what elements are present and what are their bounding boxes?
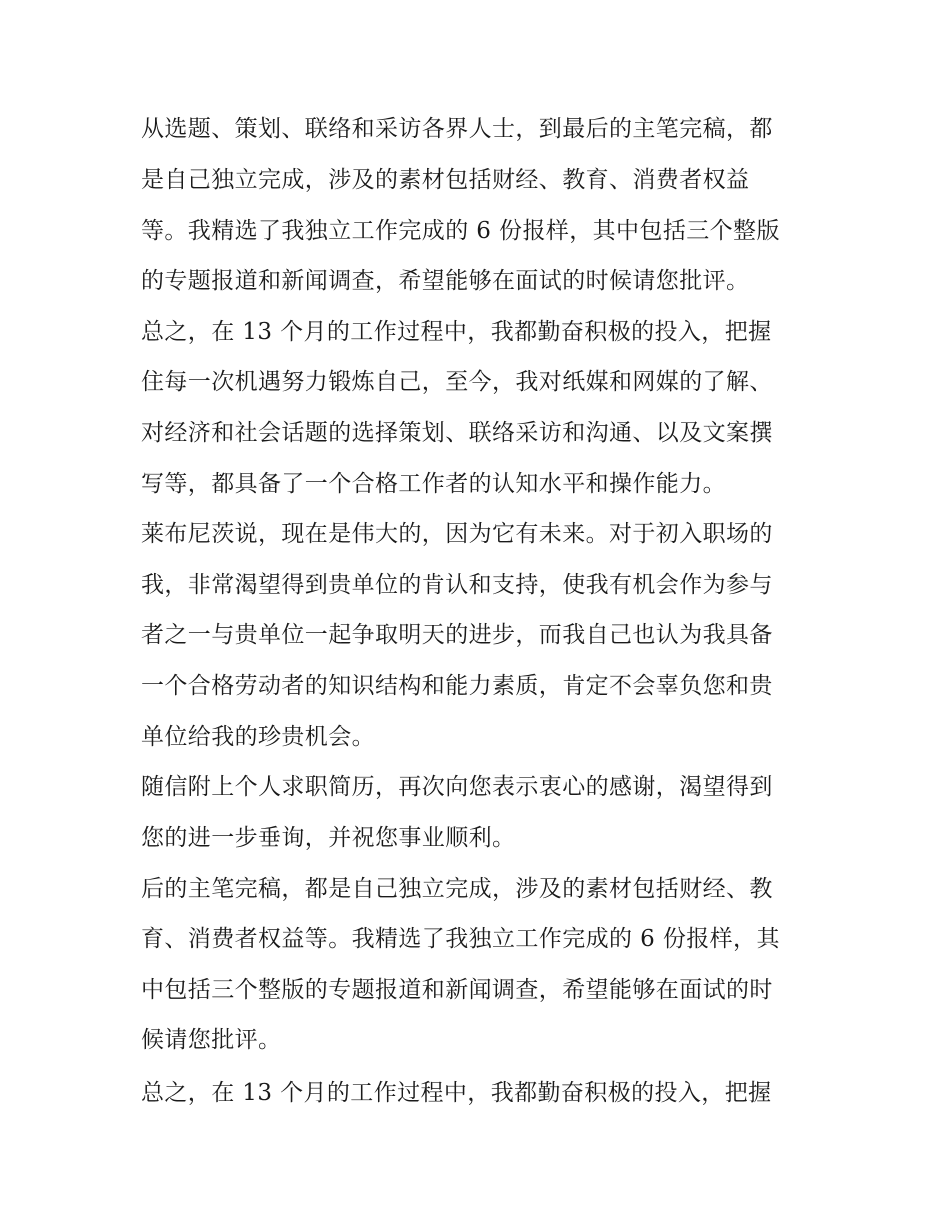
text-line: 总之，在 13 个月的工作过程中，我都勤奋积极的投入，把握 [141, 319, 772, 345]
text-line: 中包括三个整版的专题报道和新闻调查，希望能够在面试的时 [141, 977, 773, 1003]
text-line: 是自己独立完成，涉及的素材包括财经、教育、消费者权益 [141, 167, 750, 193]
text-line: 候请您批评。 [141, 1027, 282, 1053]
text-line: 莱布尼茨说，现在是伟大的，因为它有未来。对于初入职场的 [141, 521, 773, 547]
text-line: 后的主笔完稿，都是自己独立完成，涉及的素材包括财经、教 [141, 876, 773, 902]
text-line: 育、消费者权益等。我精选了我独立工作完成的 6 份报样，其 [141, 926, 780, 952]
text-line: 的专题报道和新闻调查，希望能够在面试的时候请您批评。 [141, 268, 750, 294]
text-line: 写等，都具备了一个合格工作者的认知水平和操作能力。 [141, 471, 726, 497]
text-line: 一个合格劳动者的知识结构和能力素质，肯定不会辜负您和贵 [141, 673, 773, 699]
text-line: 总之，在 13 个月的工作过程中，我都勤奋积极的投入，把握 [141, 1080, 772, 1106]
text-line: 随信附上个人求职简历，再次向您表示衷心的感谢，渴望得到 [141, 774, 773, 800]
text-line: 对经济和社会话题的选择策划、联络采访和沟通、以及文案撰 [141, 420, 773, 446]
text-line: 等。我精选了我独立工作完成的 6 份报样，其中包括三个整版 [141, 218, 780, 244]
text-line: 从选题、策划、联络和采访各界人士，到最后的主笔完稿，都 [141, 116, 773, 142]
text-line: 我，非常渴望得到贵单位的肯认和支持，使我有机会作为参与 [141, 572, 773, 598]
text-line: 住每一次机遇努力锻炼自己，至今，我对纸媒和网媒的了解、 [141, 369, 773, 395]
text-line: 者之一与贵单位一起争取明天的进步，而我自己也认为我具备 [141, 622, 773, 648]
text-line: 您的进一步垂询，并祝您事业顺利。 [141, 825, 516, 851]
text-line: 单位给我的珍贵机会。 [141, 724, 375, 750]
